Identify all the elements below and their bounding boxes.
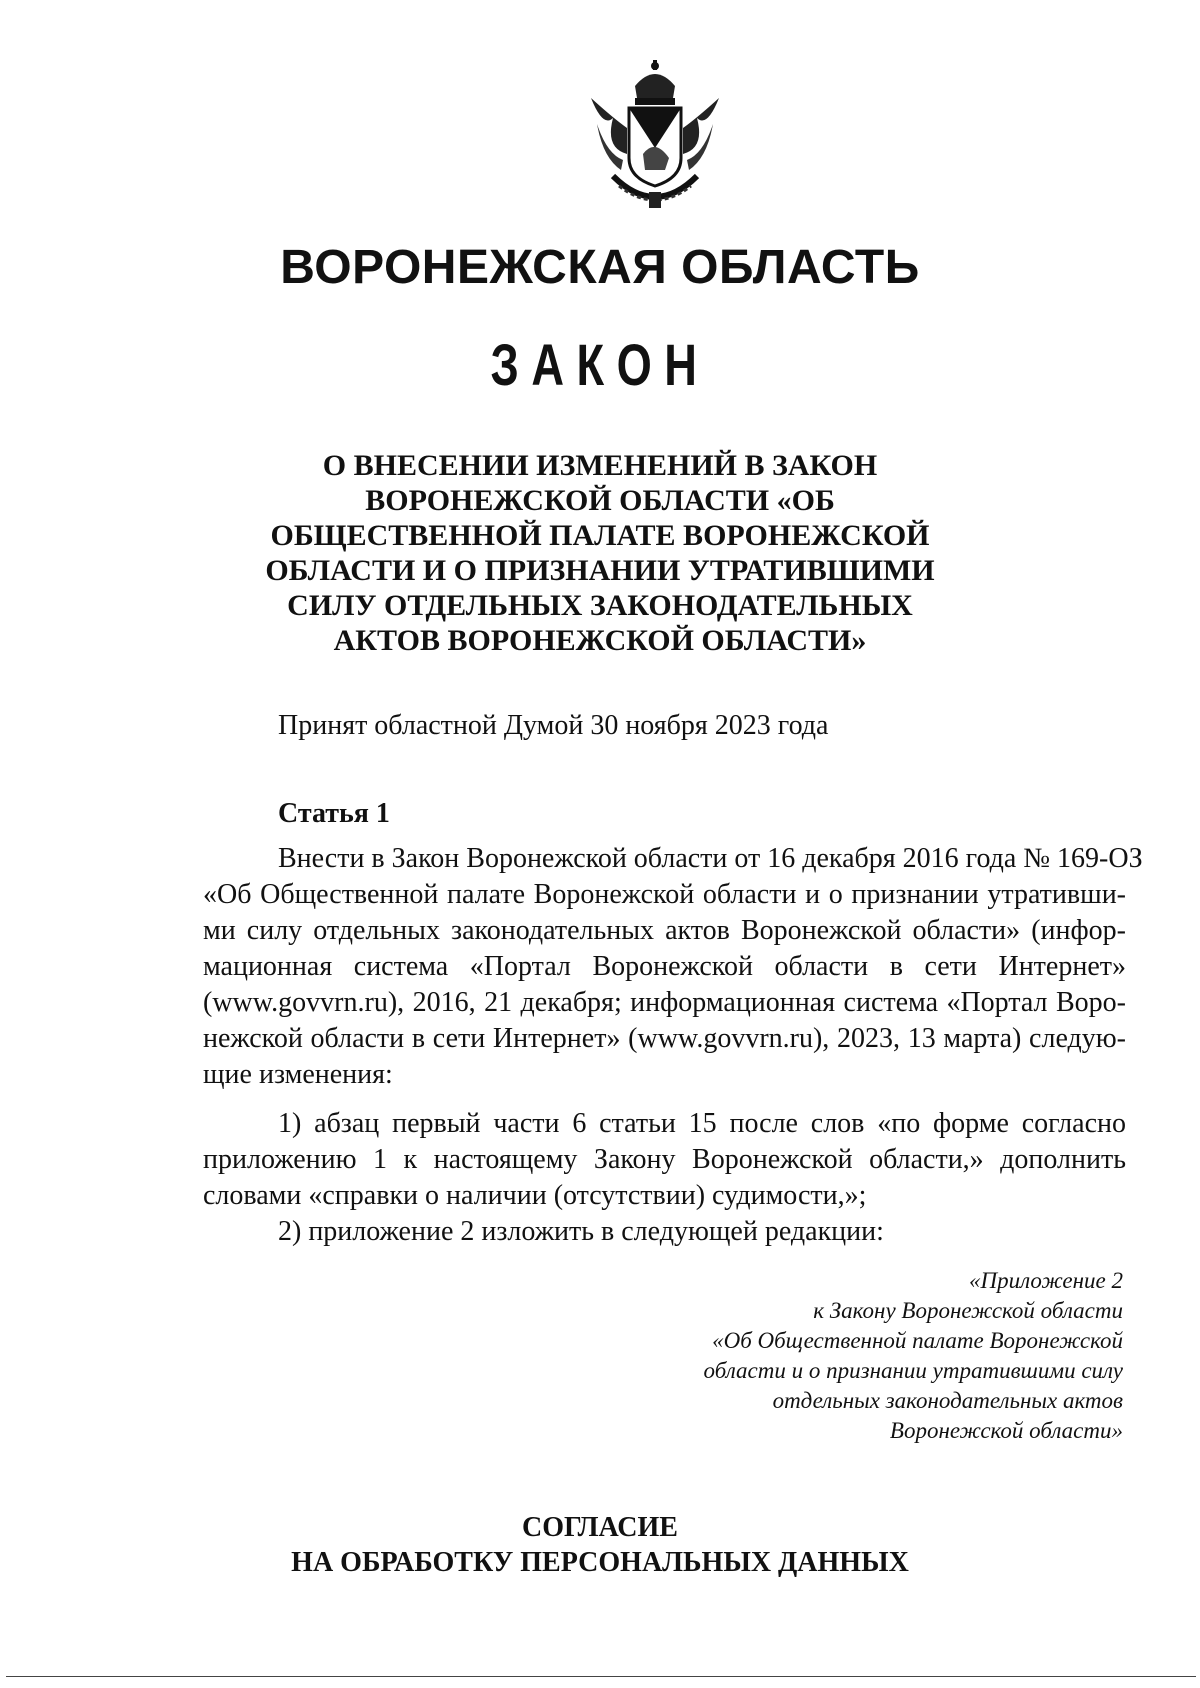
paragraph-line: щие изменения:: [203, 1059, 393, 1090]
article-heading: Статья 1: [278, 798, 390, 829]
article-paragraph: [203, 841, 1143, 1093]
paragraph-line: (www.govvrn.ru), 2016, 21 декабря; информационная система «Портал Воро-: [203, 987, 1126, 1018]
appendix-note-line: «Об Общественной палате Воронежской: [712, 1328, 1123, 1353]
bottom-divider: [6, 1676, 1196, 1677]
consent-heading-line: СОГЛАСИЕ: [522, 1512, 678, 1543]
change-2-line: 2) приложение 2 изложить в следующей редакции:: [278, 1216, 884, 1247]
appendix-note-line: «Приложение 2: [968, 1268, 1123, 1293]
change-1-line: приложению 1 к настоящему Закону Воронежской области,» дополнить: [203, 1144, 1126, 1175]
paragraph-line: ми силу отдельных законодательных актов Воронежской области» (инфор-: [203, 915, 1126, 946]
law-title-line: ВОРОНЕЖСКОЙ ОБЛАСТИ «ОБ: [365, 484, 835, 517]
appendix-note-line: области и о признании утратившими силу: [703, 1358, 1123, 1383]
adoption-date-line: Принят областной Думой 30 ноября 2023 года: [278, 710, 829, 741]
appendix-note-line: к Закону Воронежской области: [813, 1298, 1123, 1323]
law-title-line: ОБЛАСТИ И О ПРИЗНАНИИ УТРАТИВШИМИ: [265, 554, 935, 587]
law-title: [250, 448, 950, 658]
paragraph-line: «Об Общественной палате Воронежской области и о признании утративши-: [203, 879, 1126, 910]
paragraph-line: мационная система «Портал Воронежской области в сети Интернет»: [203, 951, 1126, 982]
consent-heading-line: НА ОБРАБОТКУ ПЕРСОНАЛЬНЫХ ДАННЫХ: [291, 1547, 909, 1578]
document-type-title: ЗАКОН: [490, 333, 710, 398]
appendix-note-line: отдельных законодательных актов: [772, 1388, 1123, 1413]
appendix-note: [603, 1266, 1123, 1446]
paragraph-line: Внести в Закон Воронежской области от 16 декабря 2016 года № 169-ОЗ: [278, 843, 1143, 874]
change-1-line: 1) абзац первый части 6 статьи 15 после слов «по форме согласно: [278, 1108, 1126, 1139]
change-1-line: словами «справки о наличии (отсутствии) судимости,»;: [203, 1180, 867, 1211]
changes-list: [203, 1106, 1126, 1250]
paragraph-line: нежской области в сети Интернет» (www.govvrn.ru), 2023, 13 марта) следую-: [203, 1023, 1126, 1054]
law-title-line: О ВНЕСЕНИИ ИЗМЕНЕНИЙ В ЗАКОН: [322, 449, 878, 482]
region-title: ВОРОНЕЖСКАЯ ОБЛАСТЬ: [280, 241, 920, 294]
law-title-line: СИЛУ ОТДЕЛЬНЫХ ЗАКОНОДАТЕЛЬНЫХ: [287, 589, 913, 622]
voronezh-coat-of-arms-icon: [583, 58, 727, 216]
law-title-line: АКТОВ ВОРОНЕЖСКОЙ ОБЛАСТИ»: [333, 624, 867, 657]
consent-heading: [0, 1510, 1200, 1580]
law-title-line: ОБЩЕСТВЕННОЙ ПАЛАТЕ ВОРОНЕЖСКОЙ: [270, 519, 930, 552]
appendix-note-line: Воронежской области»: [889, 1418, 1123, 1443]
